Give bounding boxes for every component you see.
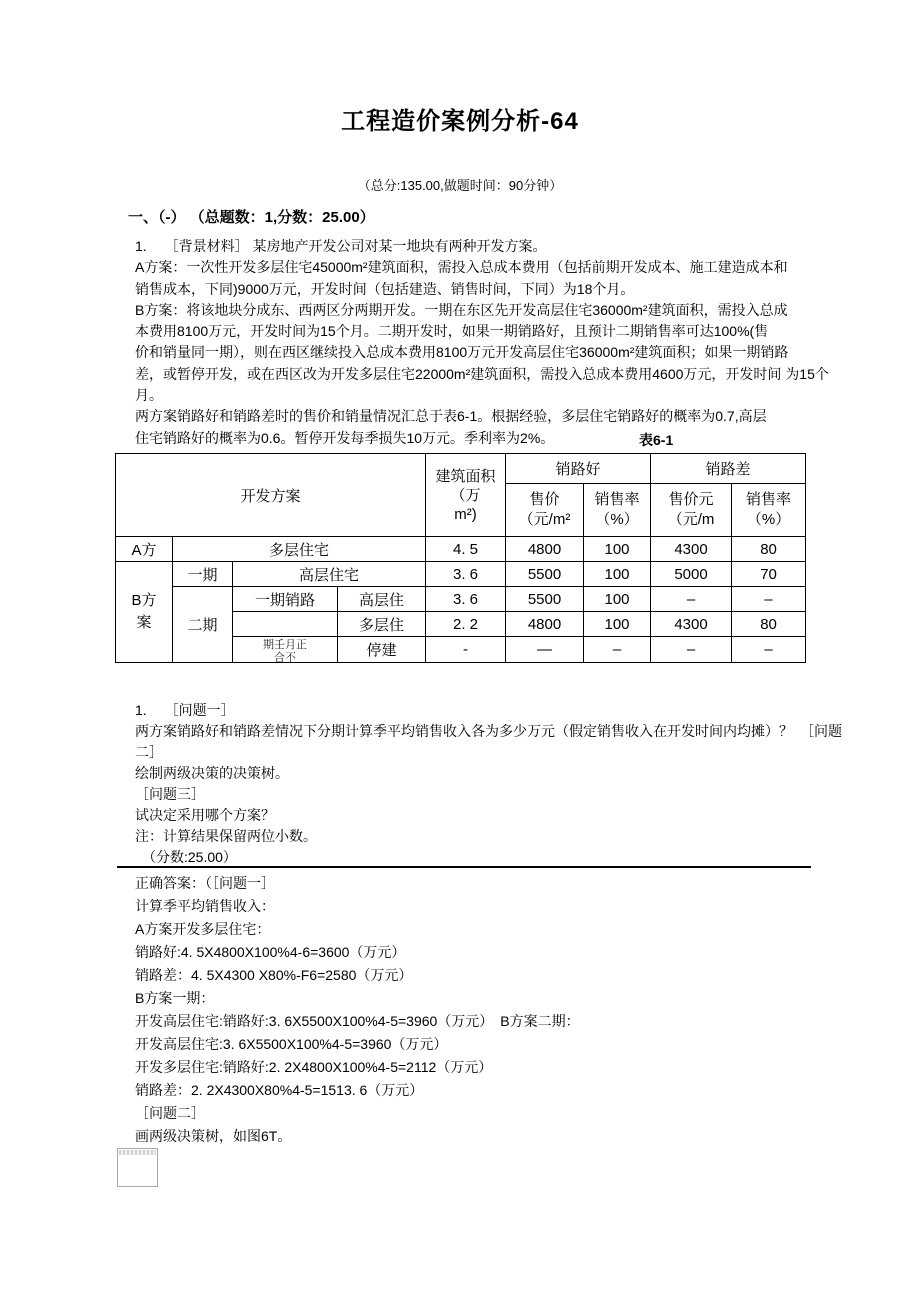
text-line: 销路好:4. 5X4800X100%4-6=3600（万元） bbox=[135, 944, 406, 960]
data-table bbox=[115, 453, 806, 663]
cell-bad-rate: – bbox=[732, 587, 806, 612]
cell-phase: 二期 bbox=[173, 587, 233, 663]
cell-good-rate: 100 bbox=[584, 612, 651, 637]
text-line: 差，或暂停开发，或在西区改为开发多层住宅22000m²建筑面积，需投入总成本费用4600万元，开发时间 为15个月。 bbox=[135, 365, 829, 404]
cell-bad-price: 4300 bbox=[651, 612, 732, 637]
header-good-rate bbox=[584, 484, 651, 537]
cell-bad-price: 4300 bbox=[651, 537, 732, 562]
text-line: 开发多层住宅:销路好:2. 2X4800X100%4-5=2112（万元） bbox=[135, 1059, 493, 1075]
cell-type: 高层住 bbox=[338, 587, 426, 612]
header-dev-plan: 开发方案 bbox=[116, 454, 426, 537]
cell-subcondition bbox=[233, 637, 338, 663]
text-line: 试决定采用哪个方案？ bbox=[135, 807, 275, 823]
cell-bad-rate: 80 bbox=[732, 612, 806, 637]
cell-area: 2. 2 bbox=[426, 612, 506, 637]
text-line: 两方案销路好和销路差情况下分期计算季平均销售收入各为多少万元（假定销售收入在开发时间内均摊）？ ［问题二］ bbox=[135, 723, 842, 760]
cell-good-price: 5500 bbox=[506, 587, 584, 612]
table-caption: 表6-1 bbox=[639, 432, 674, 448]
cell-plan-b: B方案 bbox=[116, 562, 173, 663]
cell-type: 高层住宅 bbox=[233, 562, 426, 587]
text-line: 本费用8100万元，开发时间为15个月。二期开发时，如果一期销路好，且预计二期销售率可达100%(售 bbox=[135, 323, 769, 340]
table-row bbox=[116, 587, 806, 612]
text-line: 销路差：4. 5X4300 X80%-F6=2580（万元） bbox=[135, 967, 413, 983]
cell-type: 多层住 bbox=[338, 612, 426, 637]
cell-bad-rate: 70 bbox=[732, 562, 806, 587]
header-line: m²) bbox=[454, 505, 477, 523]
header-bad-price bbox=[651, 484, 732, 537]
header-line: 销售率 bbox=[594, 491, 640, 508]
text-line: 1. ［问题一］ bbox=[135, 702, 235, 718]
cell-bad-price: – bbox=[651, 587, 732, 612]
placeholder-noise bbox=[119, 1150, 156, 1155]
cell-area: 3. 6 bbox=[426, 562, 506, 587]
answer-paragraph bbox=[135, 872, 855, 1148]
text-line: （分数:25.00） bbox=[135, 849, 237, 865]
header-line: 销售率 bbox=[746, 491, 792, 508]
section-heading: 一、（-） （总题数：1,分数：25.00） bbox=[128, 209, 375, 226]
cell-subcondition: 一期销路 bbox=[233, 587, 338, 612]
text-line: 绘制两级决策的决策树。 bbox=[135, 765, 289, 781]
cell-phase: 一期 bbox=[173, 562, 233, 587]
header-line: 售价 bbox=[529, 491, 560, 508]
cell-bad-rate: 80 bbox=[732, 537, 806, 562]
cell-bad-rate: – bbox=[732, 637, 806, 663]
text-line: 住宅销路好的概率为0.6。暂停开发每季损失10万元。季利率为2%。 bbox=[135, 429, 555, 446]
cell-bad-price: – bbox=[651, 637, 732, 663]
header-building-area bbox=[426, 454, 506, 537]
header-line: （万 bbox=[450, 486, 481, 504]
text-line: 画两级决策树，如图6T。 bbox=[135, 1128, 292, 1144]
cell-type: 多层住宅 bbox=[173, 537, 426, 562]
text-line: A方案开发多层住宅： bbox=[135, 921, 271, 937]
text-line: 合不 bbox=[274, 652, 296, 662]
cell-type: 停建 bbox=[338, 637, 426, 663]
problem-paragraph bbox=[135, 700, 855, 868]
table-row bbox=[116, 537, 806, 562]
header-line: 建筑面积 bbox=[435, 467, 496, 485]
divider bbox=[117, 866, 811, 868]
text-line: ［问题二］ bbox=[135, 1105, 205, 1121]
header-good-price bbox=[506, 484, 584, 537]
text-line: 开发高层住宅:销路好:3. 6X5500X100%4-5=3960（万元） B方案二期： bbox=[135, 1013, 580, 1029]
cell-good-rate: 100 bbox=[584, 587, 651, 612]
header-line: （%） bbox=[595, 511, 639, 528]
text-line: 销售成本，下同)9000万元，开发时间（包括建造、销售时间，下同）为18个月。 bbox=[135, 280, 635, 297]
broken-image-placeholder bbox=[117, 1148, 158, 1187]
text-line: 销路差：2. 2X4300X80%4-5=1513. 6（万元） bbox=[135, 1082, 424, 1098]
clipped-text bbox=[233, 639, 337, 662]
cell-good-price: 4800 bbox=[506, 537, 584, 562]
cell-good-price: 5500 bbox=[506, 562, 584, 587]
cell-bad-price: 5000 bbox=[651, 562, 732, 587]
cell-good-rate: – bbox=[584, 637, 651, 663]
cell-good-rate: 100 bbox=[584, 537, 651, 562]
text-line: B方案一期： bbox=[135, 990, 215, 1006]
header-line: （元/m bbox=[667, 511, 715, 528]
header-bad-rate bbox=[732, 484, 806, 537]
background-paragraph bbox=[135, 236, 850, 449]
exam-meta: （总分:135.00,做题时间：90分钟） bbox=[357, 178, 563, 193]
page-title: 工程造价案例分析-64 bbox=[341, 108, 579, 135]
cell-area: 3. 6 bbox=[426, 587, 506, 612]
header-line: （%） bbox=[746, 511, 791, 528]
text-line: B方案：将该地块分成东、西两区分两期开发。一期在东区先开发高层住宅36000m²建筑面积，需投入总成 bbox=[135, 301, 788, 318]
text-line: 期壬月正 bbox=[263, 639, 307, 651]
cell-good-rate: 100 bbox=[584, 562, 651, 587]
text-line: ［问题三］ bbox=[135, 786, 205, 802]
text-line: 两方案销路好和销路差时的售价和销量情况汇总于表6-1。根据经验，多层住宅销路好的概率为0.7,高层 bbox=[135, 408, 767, 425]
header-sales-bad: 销路差 bbox=[651, 454, 806, 484]
header-line: 售价元 bbox=[668, 491, 714, 508]
cell-plan-a: A方 bbox=[116, 537, 173, 562]
header-line: （元/m² bbox=[518, 511, 571, 528]
cell-good-price: 4800 bbox=[506, 612, 584, 637]
cell-area: 4. 5 bbox=[426, 537, 506, 562]
text-line: A方案：一次性开发多层住宅45000m²建筑面积，需投入总成本费用（包括前期开发成本、施工建造成本和 bbox=[135, 259, 788, 276]
text-line: 1. ［背景材料］ 某房地产开发公司对某一地块有两种开发方案。 bbox=[135, 238, 547, 254]
text-line: 开发高层住宅:3. 6X5500X100%4-5=3960（万元） bbox=[135, 1036, 448, 1052]
text-line: 计算季平均销售收入： bbox=[135, 898, 275, 914]
header-sales-good: 销路好 bbox=[506, 454, 651, 484]
table-row bbox=[116, 562, 806, 587]
text-line: 注：计算结果保留两位小数。 bbox=[135, 828, 317, 844]
cell-good-price: — bbox=[506, 637, 584, 663]
cell-area: - bbox=[426, 637, 506, 663]
cell-subcondition bbox=[233, 612, 338, 637]
text-line: 价和销量同一期），则在西区继续投入总成本费用8100万元开发高层住宅36000m²建筑面积；如果一期销路 bbox=[135, 344, 789, 361]
text-line: 正确答案：（［问题一］ bbox=[135, 875, 275, 891]
